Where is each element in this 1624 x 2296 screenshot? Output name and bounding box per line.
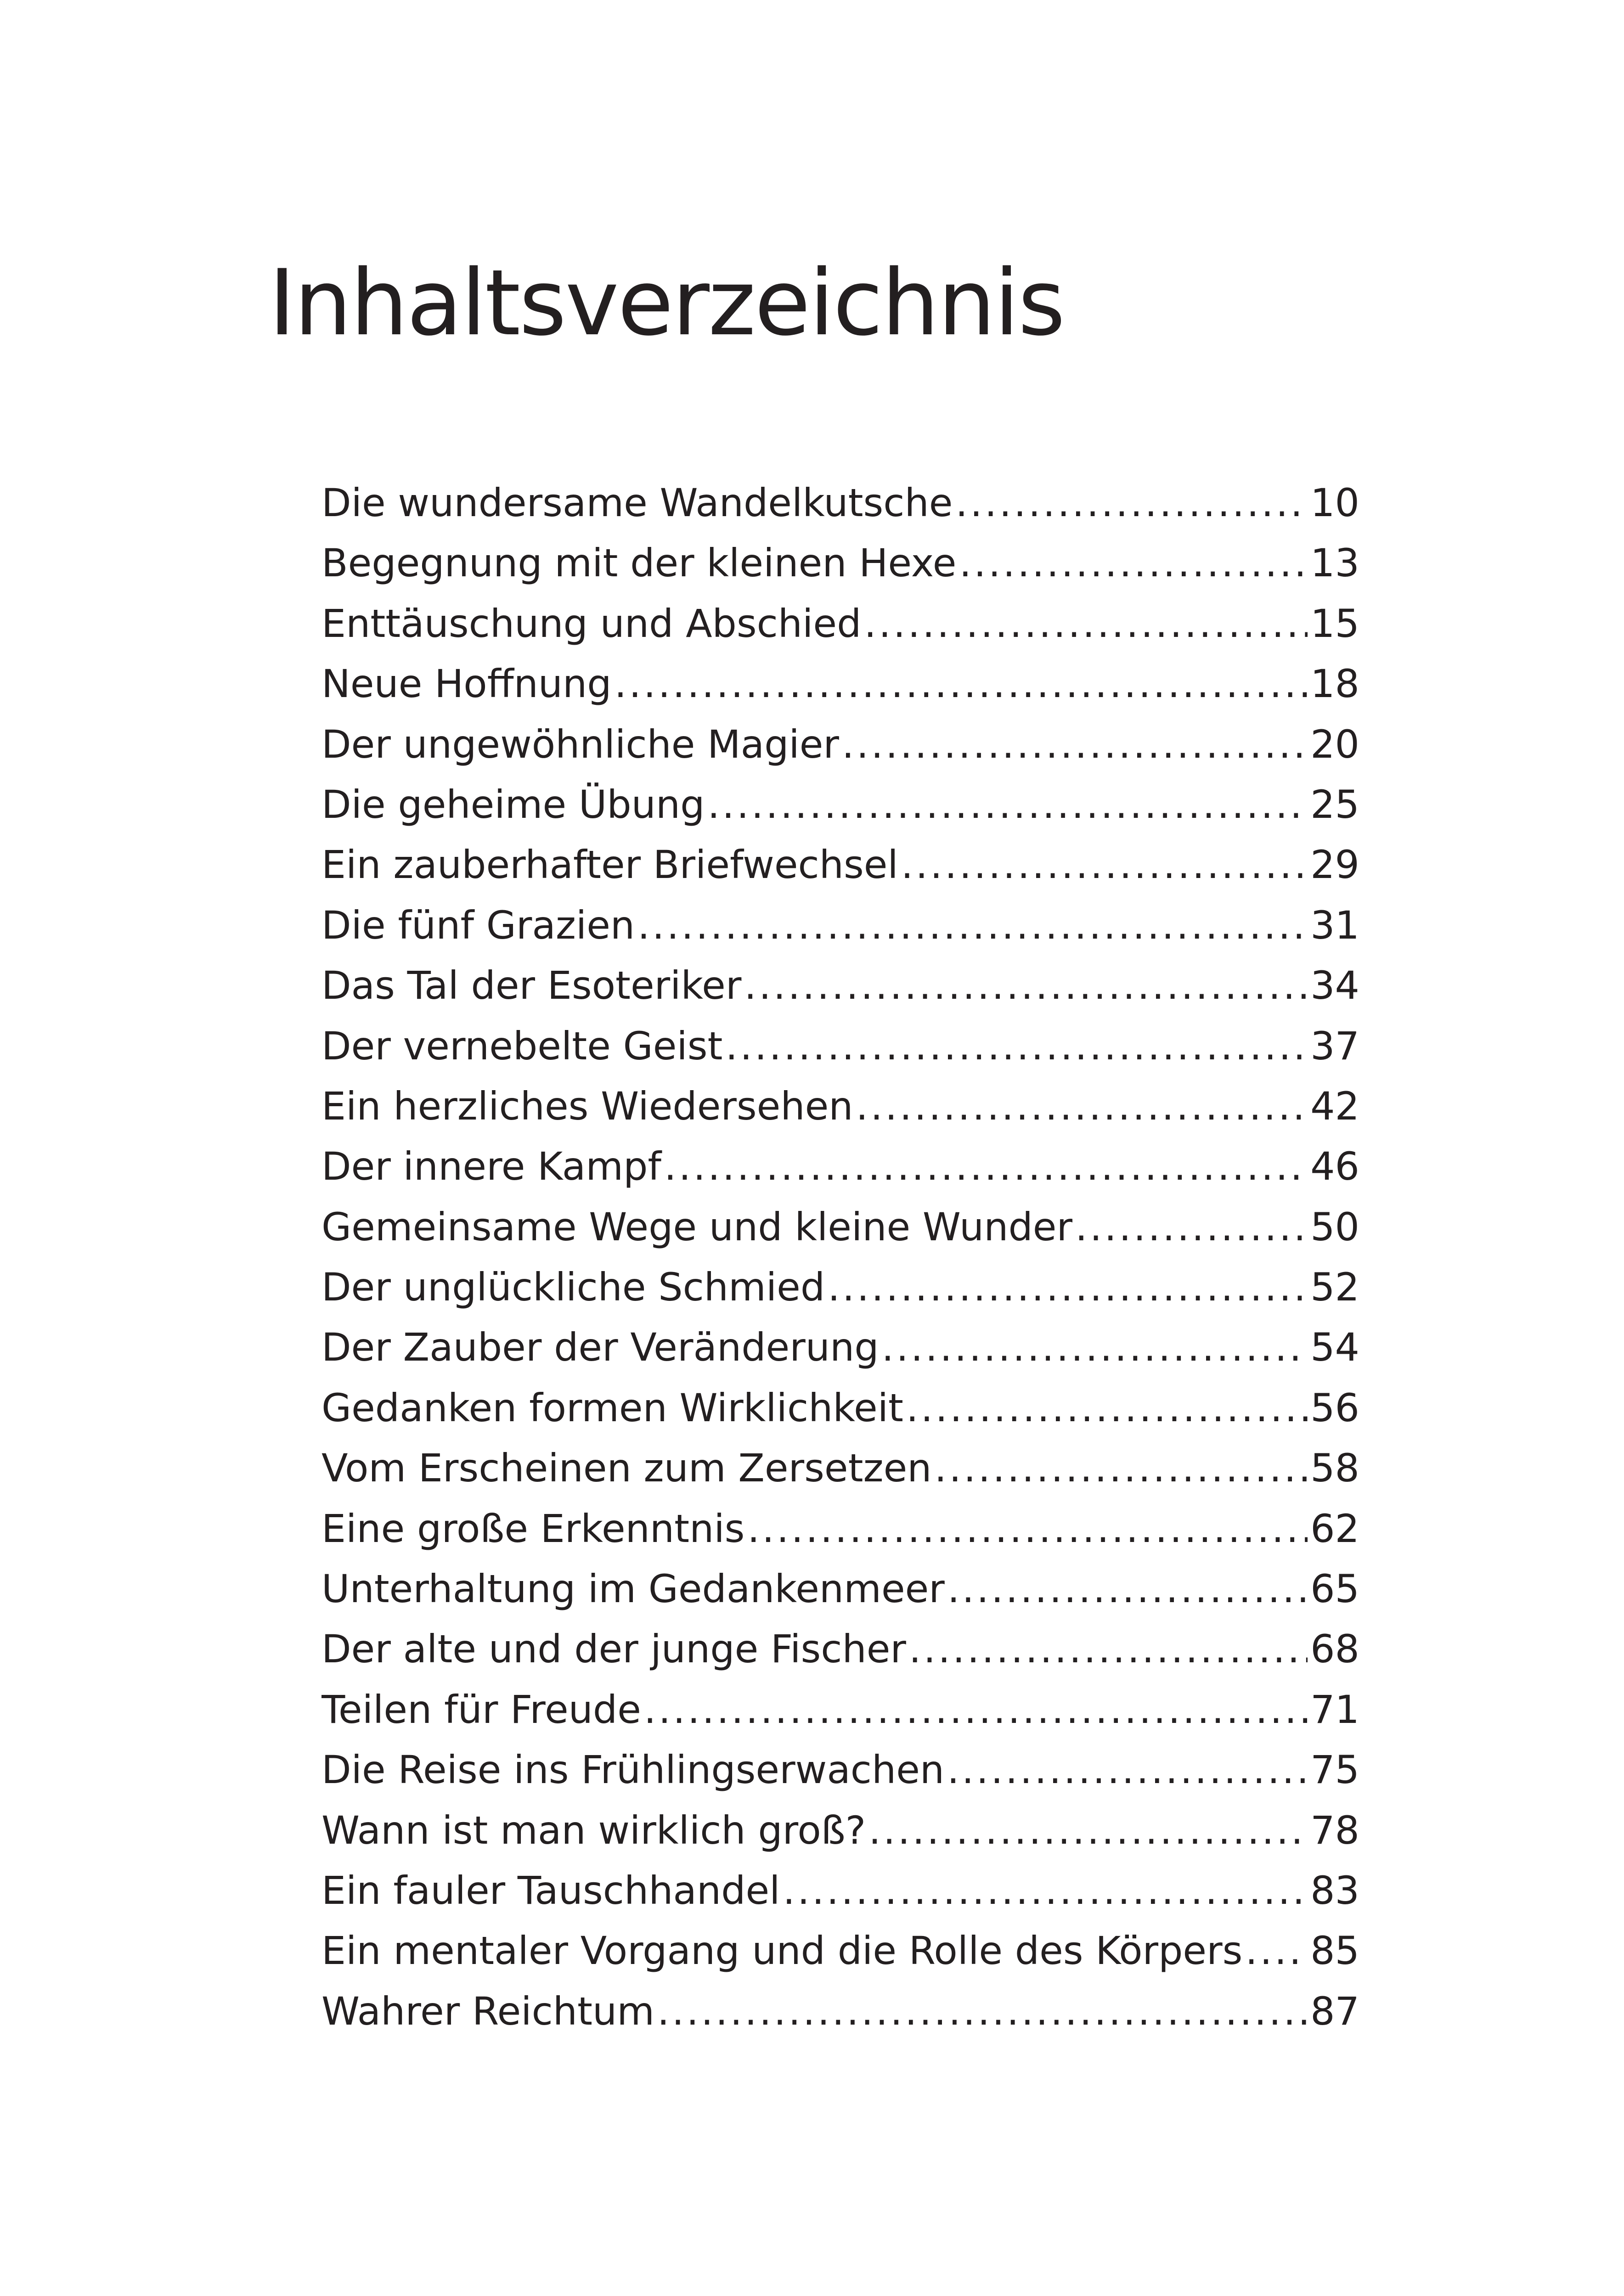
toc-dot-leader bbox=[725, 1016, 1308, 1076]
toc-entry-page-number: 13 bbox=[1310, 540, 1359, 586]
toc-dot-leader bbox=[747, 1499, 1308, 1559]
toc-entry-page-number: 83 bbox=[1310, 1868, 1359, 1913]
toc-entry-title: Die Reise ins Frühlingserwachen bbox=[321, 1747, 945, 1793]
toc-entry-page-number: 20 bbox=[1310, 721, 1359, 767]
toc-entry-title: Ein mentaler Vorgang und die Rolle des Körpers bbox=[321, 1928, 1243, 1974]
toc-entry-page-number: 18 bbox=[1310, 661, 1359, 707]
toc-entry-page-number: 65 bbox=[1310, 1566, 1359, 1612]
toc-entry-page-number: 15 bbox=[1310, 601, 1359, 646]
toc-entry-page-number: 25 bbox=[1310, 782, 1359, 827]
toc-dot-leader bbox=[947, 1559, 1308, 1619]
toc-entry-title: Vom Erscheinen zum Zersetzen bbox=[321, 1446, 932, 1491]
toc-entry-title: Unterhaltung im Gedankenmeer bbox=[321, 1566, 945, 1612]
toc-entry bbox=[321, 775, 1359, 835]
toc-entry-title: Wann ist man wirklich groß? bbox=[321, 1807, 866, 1853]
toc-entry-page-number: 56 bbox=[1310, 1385, 1359, 1430]
toc-dot-leader bbox=[664, 1137, 1308, 1197]
page-title: Inhaltsverzeichnis bbox=[269, 250, 1064, 356]
toc-entry bbox=[321, 1559, 1359, 1619]
toc-dot-leader bbox=[657, 1981, 1308, 2042]
toc-entry-page-number: 54 bbox=[1310, 1325, 1359, 1370]
toc-entry-page-number: 85 bbox=[1310, 1928, 1359, 1974]
toc-entry-title: Der unglückliche Schmied bbox=[321, 1265, 825, 1310]
toc-entry bbox=[321, 1137, 1359, 1197]
toc-entry-title: Die wundersame Wandelkutsche bbox=[321, 480, 953, 525]
toc-entry-page-number: 42 bbox=[1310, 1083, 1359, 1129]
toc-dot-leader bbox=[744, 956, 1308, 1016]
toc-entry-page-number: 52 bbox=[1310, 1265, 1359, 1310]
toc-dot-leader bbox=[707, 775, 1308, 835]
toc-entry-page-number: 10 bbox=[1310, 480, 1359, 525]
toc-entry-page-number: 58 bbox=[1310, 1446, 1359, 1491]
toc-entry bbox=[321, 594, 1359, 654]
toc-dot-leader bbox=[909, 1619, 1308, 1679]
toc-entry-page-number: 71 bbox=[1310, 1687, 1359, 1732]
toc-entry-title: Der alte und der junge Fischer bbox=[321, 1626, 906, 1672]
toc-dot-leader bbox=[947, 1740, 1308, 1800]
toc-entry bbox=[321, 1981, 1359, 2042]
toc-dot-leader bbox=[783, 1861, 1308, 1921]
toc-entry-title: Gedanken formen Wirklichkeit bbox=[321, 1385, 903, 1430]
toc-entry-page-number: 68 bbox=[1310, 1626, 1359, 1672]
toc-entry-title: Der ungewöhnliche Magier bbox=[321, 721, 839, 767]
toc-entry bbox=[321, 1257, 1359, 1317]
toc-dot-leader bbox=[637, 895, 1308, 956]
toc-entry bbox=[321, 835, 1359, 895]
toc-entry-title: Die geheime Übung bbox=[321, 782, 705, 827]
toc-dot-leader bbox=[906, 1378, 1308, 1438]
toc-dot-leader bbox=[842, 715, 1308, 775]
toc-entry-page-number: 50 bbox=[1310, 1204, 1359, 1249]
toc-dot-leader bbox=[828, 1257, 1308, 1317]
toc-dot-leader bbox=[856, 1076, 1308, 1137]
toc-entry-title: Begegnung mit der kleinen Hexe bbox=[321, 540, 957, 586]
table-of-contents bbox=[321, 473, 1359, 2042]
toc-entry-title: Ein fauler Tauschhandel bbox=[321, 1868, 780, 1913]
toc-entry-page-number: 87 bbox=[1310, 1988, 1359, 2034]
toc-entry bbox=[321, 1619, 1359, 1679]
toc-entry-page-number: 46 bbox=[1310, 1144, 1359, 1189]
toc-entry bbox=[321, 715, 1359, 775]
toc-entry-title: Ein herzliches Wiedersehen bbox=[321, 1083, 853, 1129]
toc-entry bbox=[321, 1680, 1359, 1740]
toc-entry-title: Der Zauber der Veränderung bbox=[321, 1325, 879, 1370]
toc-dot-leader bbox=[868, 1801, 1308, 1861]
toc-entry bbox=[321, 956, 1359, 1016]
toc-entry-title: Der innere Kampf bbox=[321, 1144, 661, 1189]
toc-dot-leader bbox=[955, 473, 1308, 533]
toc-entry-title: Enttäuschung und Abschied bbox=[321, 601, 862, 646]
toc-entry bbox=[321, 1740, 1359, 1800]
toc-entry-title: Der vernebelte Geist bbox=[321, 1023, 723, 1069]
toc-dot-leader bbox=[935, 1438, 1308, 1498]
toc-entry bbox=[321, 473, 1359, 533]
toc-entry bbox=[321, 1317, 1359, 1378]
toc-dot-leader bbox=[1075, 1197, 1308, 1257]
toc-dot-leader bbox=[615, 654, 1308, 714]
toc-entry bbox=[321, 1801, 1359, 1861]
toc-entry-title: Teilen für Freude bbox=[321, 1687, 641, 1732]
toc-dot-leader bbox=[959, 533, 1308, 593]
toc-entry bbox=[321, 1076, 1359, 1137]
toc-dot-leader bbox=[864, 594, 1308, 654]
toc-dot-leader bbox=[1245, 1921, 1308, 1981]
toc-entry bbox=[321, 1197, 1359, 1257]
toc-entry-page-number: 62 bbox=[1310, 1506, 1359, 1551]
toc-entry-page-number: 78 bbox=[1310, 1807, 1359, 1853]
toc-entry-page-number: 37 bbox=[1310, 1023, 1359, 1069]
toc-entry bbox=[321, 1499, 1359, 1559]
toc-entry bbox=[321, 533, 1359, 593]
toc-entry bbox=[321, 1921, 1359, 1981]
toc-entry-page-number: 75 bbox=[1310, 1747, 1359, 1793]
toc-entry bbox=[321, 895, 1359, 956]
toc-entry-title: Wahrer Reichtum bbox=[321, 1988, 655, 2034]
toc-entry-title: Gemeinsame Wege und kleine Wunder bbox=[321, 1204, 1073, 1249]
toc-entry-title: Neue Hoffnung bbox=[321, 661, 612, 707]
toc-entry bbox=[321, 1016, 1359, 1076]
toc-entry bbox=[321, 1861, 1359, 1921]
toc-entry bbox=[321, 654, 1359, 714]
toc-entry-title: Das Tal der Esoteriker bbox=[321, 963, 742, 1008]
toc-entry-page-number: 34 bbox=[1310, 963, 1359, 1008]
toc-entry-title: Die fünf Grazien bbox=[321, 902, 635, 948]
toc-dot-leader bbox=[901, 835, 1308, 895]
toc-dot-leader bbox=[882, 1317, 1308, 1378]
toc-entry-title: Ein zauberhafter Briefwechsel bbox=[321, 842, 898, 888]
toc-dot-leader bbox=[644, 1680, 1308, 1740]
toc-entry-page-number: 31 bbox=[1310, 902, 1359, 948]
toc-entry bbox=[321, 1438, 1359, 1498]
toc-entry-page-number: 29 bbox=[1310, 842, 1359, 888]
toc-entry bbox=[321, 1378, 1359, 1438]
toc-entry-title: Eine große Erkenntnis bbox=[321, 1506, 745, 1551]
